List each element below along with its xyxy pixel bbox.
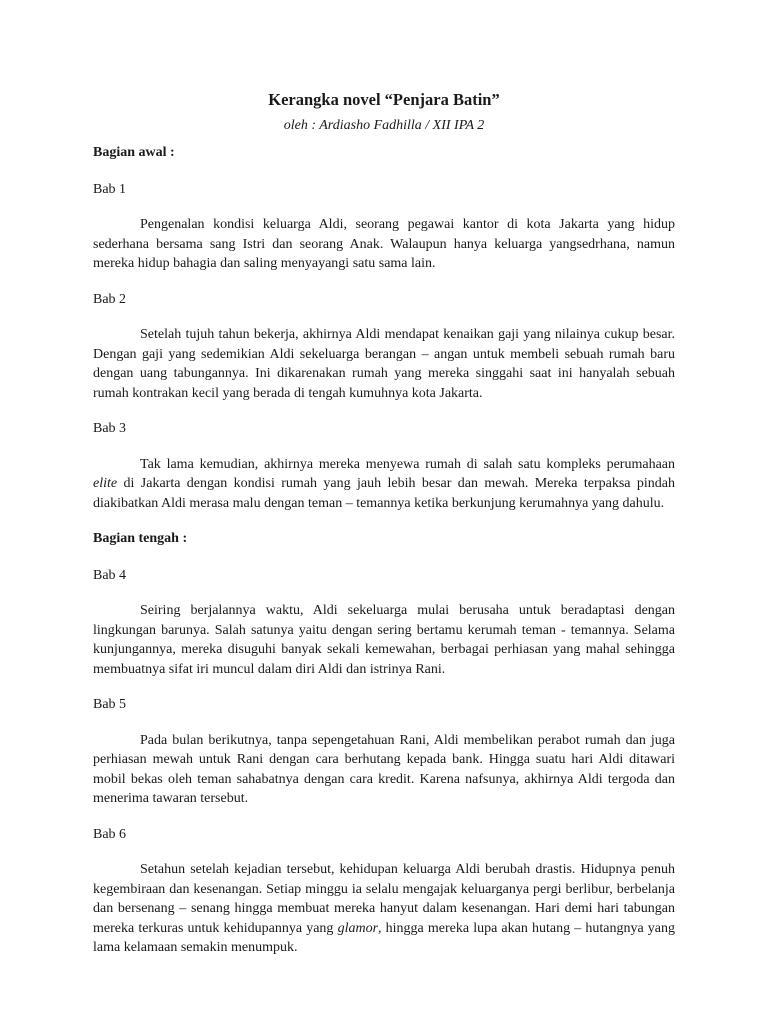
section-heading: Bagian tengah : <box>93 531 188 546</box>
chapter-summary <box>93 601 675 679</box>
chapter-label: Bab 6 <box>93 826 127 842</box>
summary-text: di Jakarta dengan kondisi rumah yang jauh lebih besar dan mewah. Mereka terpaksa pindah diakibatkan Aldi merasa malu dengan teman – temannya ketika berkunjung kerumahnya yang dahulu. <box>93 476 675 511</box>
document-title: Kerangka novel “Penjara Batin” <box>268 90 500 109</box>
summary-text: Seiring berjalannya waktu, Aldi sekeluarga mulai berusaha untuk beradaptasi dengan lingkungan barunya. Salah satunya yaitu dengan sering bertamu kerumah teman - temannya. Selama kunjungannya, mereka disuguhi banyak sekali kemewahan, berbagai perhiasan yang mahal sehingga membuatnya sifat iri muncul dalam diri Aldi dan istrinya Rani. <box>93 603 675 677</box>
summary-text: Pada bulan berikutnya, tanpa sepengetahuan Rani, Aldi membelikan perabot rumah dan juga perhiasan mewah untuk Rani dengan cara berhutang kepada bank. Hingga suatu hari Aldi ditawari mobil bekas oleh teman sahabatnya dengan cara kredit. Karena nafsunya, akhirnya Aldi tergoda dan menerima tawaran tersebut. <box>93 732 675 806</box>
chapter-summary <box>93 455 675 514</box>
chapter-label: Bab 2 <box>93 291 127 307</box>
italic-term: elite <box>93 476 118 491</box>
italic-term: glamor <box>337 920 379 936</box>
summary-text: Setahun setelah kejadian tersebut, kehidupan keluarga Aldi berubah drastis. Hidupnya penuh kegembiraan dan kesenangan. Setiap minggu ia selalu mengajak keluarganya pergi berlibur, berbelanja dan bersenang – senang hingga membuat mereka hanyut dalam kesenangan. Hari demi hari tabungan mereka terkuras untuk kehidupannya yang <box>93 862 675 936</box>
chapter-summary <box>93 860 675 958</box>
summary-text: Pengenalan kondisi keluarga Aldi, seorang pegawai kantor di kota Jakarta yang hidup sederhana bersama sang Istri dan seorang Anak. Walaupun hanya keluarga yangsedrhana, namun mereka hidup bahagia dan saling menyayangi satu sama lain. <box>93 217 675 271</box>
section-heading: Bagian awal : <box>93 145 175 160</box>
chapter-summary <box>93 215 675 274</box>
summary-text: Tak lama kemudian, akhirnya mereka menyewa rumah di salah satu kompleks perumahaan <box>140 456 675 472</box>
document-body <box>93 143 675 974</box>
chapter-summary <box>93 731 675 809</box>
chapter-summary <box>93 325 675 403</box>
chapter-label: Bab 4 <box>93 567 127 583</box>
chapter-label: Bab 3 <box>93 421 127 436</box>
summary-text: , hingga mereka lupa akan hutang – hutangnya yang lama kelamaan semakin menumpuk. <box>93 920 675 955</box>
chapter-label: Bab 5 <box>93 697 127 712</box>
chapter-label: Bab 1 <box>93 181 127 197</box>
summary-text: Setelah tujuh tahun bekerja, akhirnya Aldi mendapat kenaikan gaji yang nilainya cukup besar. Dengan gaji yang sedemikian Aldi sekeluarga berangan – angan untuk membeli sebuah rumah baru dengan uang tabungannya. Ini dikarenakan rumah yang mereka singgahi saat ini hanyalah sebuah rumah kontrakan kecil yang berada di tengah kumuhnya kota Jakarta. <box>93 327 675 401</box>
document-author: oleh : Ardiasho Fadhilla / XII IPA 2 <box>283 118 485 133</box>
